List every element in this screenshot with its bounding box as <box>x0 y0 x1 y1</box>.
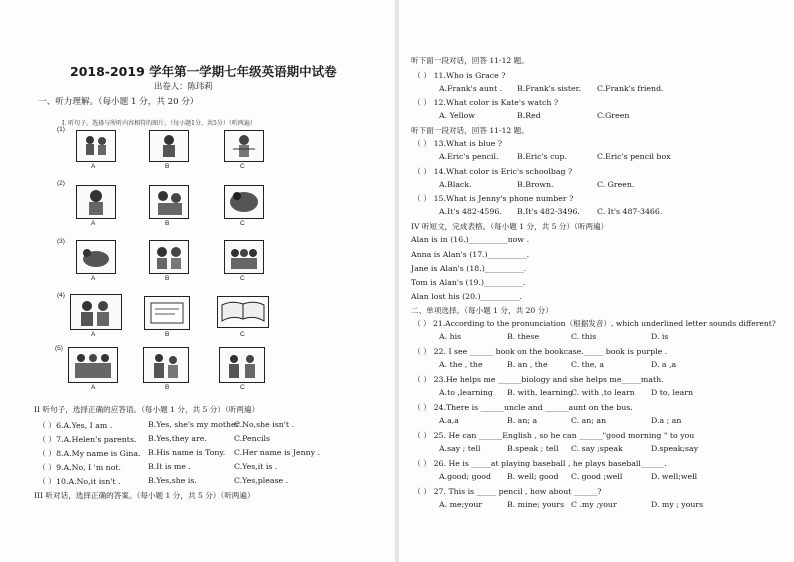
label-b: B <box>165 384 170 391</box>
exam-title: 2018-2019 学年第一学期七年级英语期中试卷 <box>70 64 337 79</box>
answer-blank[interactable]: （ ） <box>413 71 432 80</box>
answer-blank[interactable]: （ ） <box>413 167 432 176</box>
option-d: D. a ,a <box>651 360 677 369</box>
answer-blank[interactable]: （ ） <box>413 487 432 496</box>
option-d: D.a ; an <box>651 416 682 425</box>
right-page <box>399 0 794 562</box>
section-3-heading: III 听对话，选择正确的答案。（每小题 1 分，共 5 分）（听两遍） <box>34 491 255 500</box>
exam-author: 出卷人：陈玮莉 <box>154 81 213 91</box>
picture-a[interactable] <box>76 240 116 274</box>
dialogue-intro-1: 听下面一段对话，回答 11-12 题。 <box>411 56 529 65</box>
label-b: B <box>165 331 170 338</box>
option-a: A.to ,learning <box>439 388 493 397</box>
option-a: A. his <box>439 332 462 341</box>
label-c: C <box>240 275 245 282</box>
option-c: C. the, a <box>571 360 605 369</box>
question-23: （ ） 23.He helps me ______biology and she helps me_____math. <box>413 375 664 384</box>
option-a: A. the , the <box>439 360 483 369</box>
label-c: C <box>240 331 245 338</box>
section-multiple-choice-heading: 二、单项选择。（每小题 1 分，共 20 分） <box>411 306 553 315</box>
section-listening-heading: 一、听力理解。（每小题 1 分，共 20 分） <box>38 97 199 107</box>
answer-blank[interactable]: （ ） <box>38 463 57 472</box>
label-c: C <box>240 220 245 227</box>
label-b: B <box>165 275 170 282</box>
question-25: （ ） 25. He can ______English , so he can ______"good morning " to you <box>413 431 695 440</box>
question-26: （ ） 26. He is _____at playing baseball , he plays baseball______. <box>413 459 667 468</box>
answer-blank[interactable]: （ ） <box>413 375 432 384</box>
option-a: A.Black. <box>439 180 472 189</box>
option-b: B.It is me . <box>148 462 191 471</box>
option-c: C.Pencils <box>234 434 271 443</box>
option-b: B. an; a <box>507 416 538 425</box>
question-21: （ ） 21.According to the pronunciation（根据发音）, which underlined letter sounds different? <box>413 319 776 328</box>
option-c: C. an; an <box>571 416 607 425</box>
option-a: A. Yellow <box>439 111 476 120</box>
option-b: B. an , the <box>507 360 548 369</box>
option-c: C .my ;your <box>571 500 617 509</box>
option-a: A. me;your <box>439 500 483 509</box>
question-13: （ ） 13.What is blue ? <box>413 139 503 148</box>
label-a: A <box>91 163 96 170</box>
question-number: (4) <box>57 292 65 299</box>
answer-question-row: （ ）9.A.No, I 'm not. <box>38 463 122 472</box>
option-b: B.speak ; tell <box>507 444 559 453</box>
option-a: A.say ; tell <box>439 444 481 453</box>
label-c: C <box>240 163 245 170</box>
answer-blank[interactable]: （ ） <box>38 449 57 458</box>
picture-b[interactable] <box>149 130 189 162</box>
picture-b[interactable] <box>144 296 190 330</box>
option-c: C.Green <box>597 111 630 120</box>
answer-blank[interactable]: （ ） <box>413 403 432 412</box>
option-b: B.His name is Tony. <box>148 448 226 457</box>
answer-blank[interactable]: （ ） <box>38 477 57 486</box>
option-c: C. Green. <box>597 180 635 189</box>
option-d: D to, learn <box>651 388 694 397</box>
label-c: C <box>240 384 245 391</box>
question-number: (2) <box>57 180 65 187</box>
fill-line-19[interactable]: Tom is Alan's (19.)__________. <box>411 278 526 287</box>
option-b: B.Frank's sister. <box>517 84 581 93</box>
picture-c[interactable] <box>224 240 264 274</box>
fill-line-16[interactable]: Alan is in (16.)__________now . <box>411 235 530 244</box>
label-a: A <box>91 275 96 282</box>
option-c: C. with ,to learn <box>571 388 635 397</box>
section-4-heading: IV 听短文，完成表格。（每小题 1 分，共 5 分）（听两遍） <box>411 222 609 231</box>
option-b: B. with, learning <box>507 388 573 397</box>
answer-question-row: （ ）6.A.Yes, I am . <box>38 421 113 430</box>
picture-b[interactable] <box>143 347 189 383</box>
picture-a[interactable] <box>68 347 118 383</box>
option-c: C.Yes,please . <box>234 476 289 485</box>
question-14: （ ） 14.What color is Eric's schoolbag ? <box>413 167 573 176</box>
label-a: A <box>91 220 96 227</box>
option-d: D.speak;say <box>651 444 699 453</box>
picture-c[interactable] <box>217 296 269 328</box>
question-11: （ ） 11.Who is Grace ? <box>413 71 506 80</box>
option-b: B.Yes,they are. <box>148 434 207 443</box>
section-1-instruction: I. 听句子，选择与所听内容相符的图片。（每小题1分，共5分）（听两遍） <box>62 120 256 127</box>
option-b: B. these <box>507 332 540 341</box>
option-d: D. my ; yours <box>651 500 704 509</box>
option-d: D. is <box>651 332 669 341</box>
picture-b[interactable] <box>149 240 189 274</box>
option-c: C. this <box>571 332 597 341</box>
option-c: C. good ;well <box>571 472 623 481</box>
option-a: A.good; good <box>439 472 491 481</box>
fill-line-18[interactable]: Jane is Alan's (18.)__________. <box>411 264 527 273</box>
answer-blank[interactable]: （ ） <box>413 194 432 203</box>
option-c: C.Eric's pencil box <box>597 152 671 161</box>
question-15: （ ） 15.What is Jenny's phone number ? <box>413 194 574 203</box>
question-27: （ ） 27. This is _____ pencil , how about ______? <box>413 487 602 496</box>
picture-c[interactable] <box>219 347 265 383</box>
answer-blank[interactable]: （ ） <box>413 98 432 107</box>
option-a: A.a,a <box>439 416 459 425</box>
answer-question-row: （ ）8.A.My name is Gina. <box>38 449 141 458</box>
picture-b[interactable] <box>149 185 189 219</box>
picture-a[interactable] <box>70 294 122 330</box>
answer-blank[interactable]: （ ） <box>38 421 57 430</box>
answer-blank[interactable]: （ ） <box>413 431 432 440</box>
option-c: C.No,she isn't . <box>234 420 295 429</box>
option-b: B. mine; yours <box>507 500 565 509</box>
answer-blank[interactable]: （ ） <box>413 459 432 468</box>
fill-line-17[interactable]: Anna is Alan's (17.)__________. <box>411 250 530 259</box>
label-a: A <box>91 331 96 338</box>
answer-blank[interactable]: （ ） <box>413 139 432 148</box>
option-c: C.Her name is Jenny . <box>234 448 321 457</box>
question-22: （ ） 22. I see ______ book on the bookcase._____ book is purple . <box>413 347 668 356</box>
option-c: C.Frank's friend. <box>597 84 664 93</box>
answer-blank[interactable]: （ ） <box>413 319 431 328</box>
question-number: (3) <box>57 238 65 245</box>
picture-c[interactable] <box>224 130 264 162</box>
option-b: B.It's 482-3496. <box>517 207 580 216</box>
label-a: A <box>91 384 96 391</box>
answer-blank[interactable]: （ ） <box>413 347 432 356</box>
option-c: C. It's 487-3466. <box>597 207 663 216</box>
left-page <box>0 0 395 562</box>
dialogue-intro-2: 听下面一段对话，回答 11-12 题。 <box>411 126 529 135</box>
question-12: （ ） 12.What color is Kate's watch ? <box>413 98 559 107</box>
option-b: B. well; good <box>507 472 559 481</box>
answer-question-row: （ ）7.A.Helen's parents. <box>38 435 137 444</box>
picture-c[interactable] <box>224 185 264 219</box>
picture-a[interactable] <box>76 185 116 219</box>
option-d: D. well;well <box>651 472 698 481</box>
option-a: A.Frank's aunt . <box>439 84 503 93</box>
picture-a[interactable] <box>76 130 116 162</box>
section-2-heading: II 听句子，选择正确的应答语。（每小题 1 分，共 5 分）（听两遍） <box>34 405 260 414</box>
option-c: C.Yes,it is . <box>234 462 278 471</box>
fill-line-20[interactable]: Alan lost his (20.)__________. <box>411 292 523 301</box>
option-b: B.Yes, she's my mother . <box>148 420 245 429</box>
option-b: B.Eric's cup. <box>517 152 567 161</box>
option-a: A.It's 482-4596. <box>439 207 502 216</box>
option-b: B.Red <box>517 111 541 120</box>
answer-question-row: （ ）10.A.No,it isn't . <box>38 477 121 486</box>
question-number: (1) <box>57 126 65 133</box>
question-number: (5) <box>55 345 63 352</box>
question-24: （ ） 24.There is ______uncle and ______aunt on the bus. <box>413 403 633 412</box>
answer-blank[interactable]: （ ） <box>38 435 57 444</box>
label-b: B <box>165 163 170 170</box>
option-b: B.Brown. <box>517 180 554 189</box>
option-b: B.Yes,she is. <box>148 476 197 485</box>
option-a: A.Eric's pencil. <box>439 152 499 161</box>
option-c: C. say ;speak <box>571 444 623 453</box>
label-b: B <box>165 220 170 227</box>
